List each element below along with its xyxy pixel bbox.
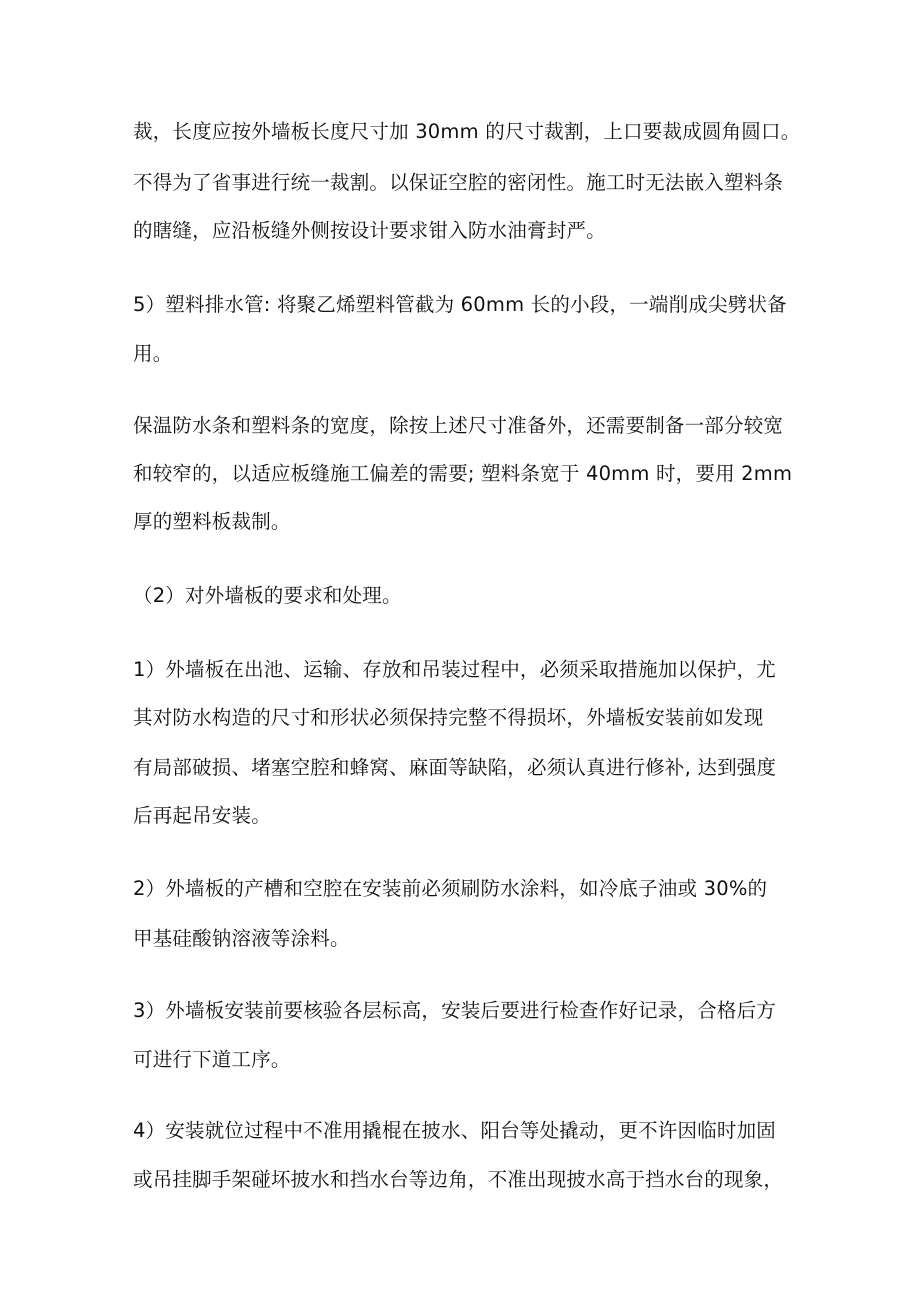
text-line: 1）外墙板在出池、运输、存放和吊装过程中，必须采取措施加以保护，尤: [133, 658, 777, 681]
text-line: 或吊挂脚手架碰坏披水和挡水台等边角，不准出现披水高于挡水台的现象，: [133, 1168, 784, 1191]
text-line: 其对防水构造的尺寸和形状必须保持完整不得损坏，外墙板安装前如发现: [133, 706, 764, 729]
text-line: 3）外墙板安装前要核验各层标高，安装后要进行检查作好记录，合格后方: [133, 999, 777, 1022]
text-line: 4）安装就位过程中不准用撬棍在披水、阳台等处撬动，更不许因临时加固: [133, 1119, 777, 1142]
text-line: 有局部破损、堵塞空腔和蜂窝、麻面等缺陷，必须认真进行修补, 达到强度: [133, 756, 777, 779]
text-line: 2）外墙板的产槽和空腔在安装前必须刷防水涂料，如冷底子油或 30%的: [133, 877, 768, 900]
text-line: 后再起吊安装。: [133, 804, 271, 827]
text-line: 和较窄的，以适应板缝施工偏差的需要; 塑料条宽于 40mm 时，要用 2mm: [133, 462, 793, 485]
text-line: 不得为了省事进行统一裁割。以保证空腔的密闭性。施工时无法嵌入塑料条: [133, 171, 784, 194]
text-line: 甲基硅酸钠溶液等涂料。: [133, 927, 350, 950]
text-line: 保温防水条和塑料条的宽度，除按上述尺寸准备外，还需要制备一部分较宽: [133, 414, 784, 437]
text-line: 5）塑料排水管: 将聚乙烯塑料管截为 60mm 长的小段，一端削成尖劈状备: [133, 293, 787, 316]
text-line: 厚的塑料板裁制。: [133, 510, 291, 533]
text-line: 的瞎缝，应沿板缝外侧按设计要求钳入防水油膏封严。: [133, 219, 606, 242]
text-line: 用。: [133, 342, 173, 365]
text-line: 裁，长度应按外墙板长度尺寸加 30mm 的尺寸裁割，上口要裁成圆角圆口。: [133, 120, 801, 143]
section-heading: （2）对外墙板的要求和处理。: [133, 584, 402, 607]
text-line: 可进行下道工序。: [133, 1048, 291, 1071]
